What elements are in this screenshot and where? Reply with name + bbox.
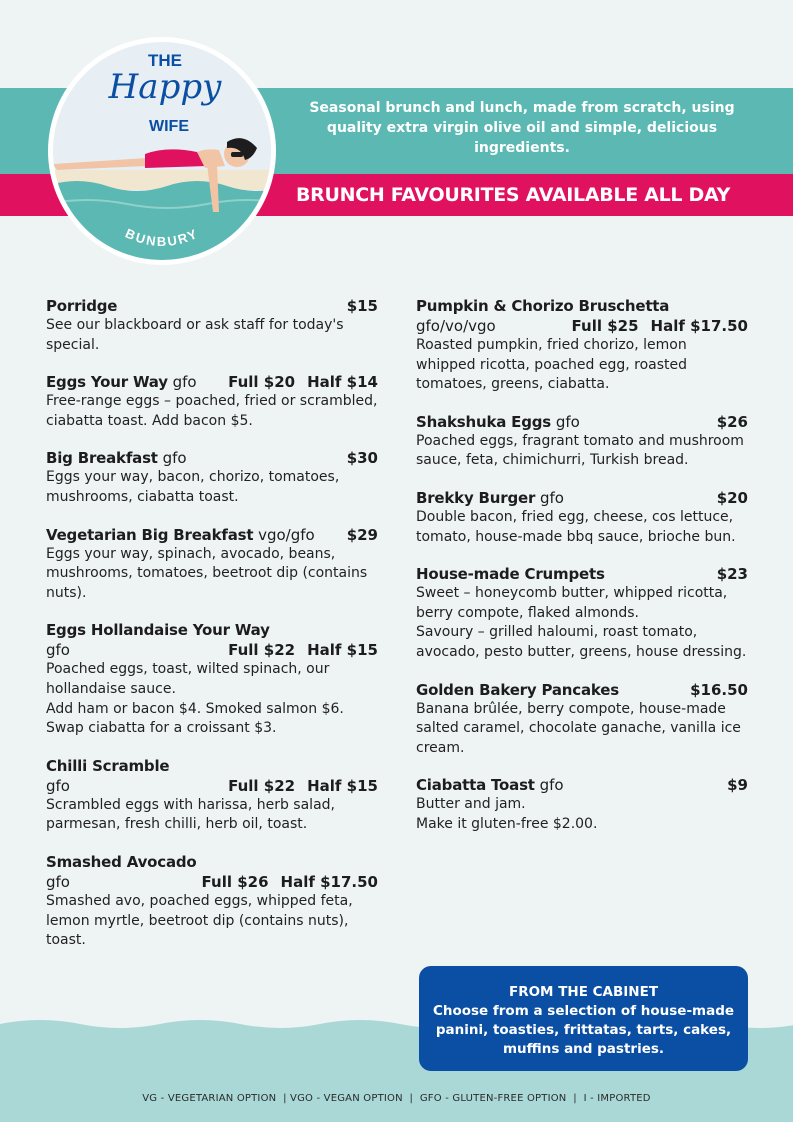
item-description: Sweet – honeycomb butter, whipped ricotta, berry compote, flaked almonds. <box>416 585 728 621</box>
menu-item <box>46 852 378 951</box>
item-name: Golden Bakery Pancakes <box>416 680 619 699</box>
menu-item <box>46 372 378 431</box>
item-dietary-tag: gfo <box>555 412 580 431</box>
item-description: Roasted pumpkin, fried chorizo, lemon whipped ricotta, poached egg, roasted tomatoes, greens, ciabatta. <box>416 337 688 393</box>
item-name: Pumpkin & Chorizo Bruschetta <box>416 297 670 315</box>
item-dietary-tag: gfo <box>46 776 70 795</box>
item-description: Eggs your way, bacon, chorizo, tomatoes, mushrooms, ciabatta toast. <box>46 469 340 505</box>
item-name: Eggs Hollandaise Your Way <box>46 621 270 640</box>
item-description: See our blackboard or ask staff for today's special. <box>46 317 344 353</box>
item-dietary-tag: gfo <box>172 373 197 392</box>
menu-column-left <box>46 296 378 968</box>
item-price: $16.50 <box>690 680 748 699</box>
banner-title: BRUNCH FAVOURITES AVAILABLE ALL DAY <box>296 184 731 206</box>
item-dietary-tag: vgo/gfo <box>258 525 315 544</box>
menu-column-right <box>416 296 748 852</box>
item-dietary-tag: gfo <box>162 449 187 468</box>
item-description: Savoury – grilled haloumi, roast tomato, avocado, pesto butter, greens, house dressing. <box>416 624 747 660</box>
item-description: Double bacon, fried egg, cheese, cos lettuce, tomato, house-made bbq sauce, brioche bun. <box>416 508 736 545</box>
item-name: Porridge <box>46 297 118 315</box>
item-price: Full $25 <box>571 317 639 335</box>
item-description: Scrambled eggs with harissa, herb salad, parmesan, fresh chilli, herb oil, toast. <box>46 796 335 833</box>
item-price: $15 <box>346 297 378 315</box>
item-dietary-tag: gfo <box>539 488 564 507</box>
menu-item <box>46 525 378 604</box>
item-price: Half $15 <box>307 641 378 660</box>
tagline: Seasonal brunch and lunch, made from scratch, using quality extra virgin olive oil and simple, delicious ingredients. <box>309 100 735 156</box>
item-description: Butter and jam. <box>416 796 526 813</box>
menu-item <box>46 448 378 507</box>
item-price: $9 <box>727 776 748 795</box>
item-dietary-tag: gfo <box>46 641 70 660</box>
item-description: Smashed avo, poached eggs, whipped feta, lemon myrtle, beetroot dip (contains nuts), toast. <box>46 892 353 949</box>
menu-item <box>46 620 378 738</box>
item-price: Full $26 <box>201 872 269 891</box>
item-name: Brekky Burger <box>416 488 536 507</box>
cabinet-text: Choose from a selection of house-made panini, toasties, frittatas, tarts, cakes, muffins and pastries. <box>432 1003 735 1057</box>
logo-location: BUNBURY <box>123 225 201 250</box>
item-description: Poached eggs, fragrant tomato and mushroom sauce, feta, chimichurri, Turkish bread. <box>416 432 744 469</box>
logo-badge <box>47 36 277 266</box>
item-name: Smashed Avocado <box>46 852 197 871</box>
item-name: House-made Crumpets <box>416 565 605 584</box>
menu-item <box>416 296 748 395</box>
item-dietary-tag: gfo/vo/vgo <box>416 317 496 335</box>
item-price: Half $17.50 <box>650 317 748 335</box>
menu-item <box>416 680 748 759</box>
item-name: Big Breakfast <box>46 449 158 468</box>
item-description: Banana brûlée, berry compote, house-made salted caramel, chocolate ganache, vanilla ice cream. <box>416 700 741 756</box>
menu-item <box>416 775 748 834</box>
item-price: $29 <box>346 525 378 544</box>
item-description: Make it gluten-free $2.00. <box>416 815 598 832</box>
menu-item <box>416 488 748 547</box>
logo-the: THE <box>148 51 182 70</box>
item-name: Ciabatta Toast <box>416 776 535 795</box>
item-description: Poached eggs, toast, wilted spinach, our hollandaise sauce. <box>46 661 330 697</box>
item-description: Eggs your way, spinach, avocado, beans, mushrooms, tomatoes, beetroot dip (contains nuts). <box>46 545 368 601</box>
item-name: Shakshuka Eggs <box>416 412 552 431</box>
item-name: Eggs Your Way <box>46 373 168 392</box>
cabinet-title: FROM THE CABINET <box>508 984 659 1000</box>
item-price: Half $15 <box>307 776 378 795</box>
item-price: $20 <box>716 488 748 507</box>
item-dietary-tag: gfo <box>539 776 564 795</box>
logo-wife: WIFE <box>149 118 189 135</box>
menu-item <box>416 412 748 471</box>
menu-item <box>46 756 378 835</box>
item-description: Add ham or bacon $4. Smoked salmon $6. <box>46 700 344 717</box>
item-name: Chilli Scramble <box>46 756 170 775</box>
item-description: Swap ciabatta for a croissant $3. <box>46 720 277 737</box>
logo-happy: Happy <box>108 67 222 107</box>
item-price: Full $20 <box>228 373 296 392</box>
item-name: Vegetarian Big Breakfast <box>46 525 254 544</box>
cabinet-box <box>419 966 748 1071</box>
item-price: Half $14 <box>307 373 378 392</box>
item-price: Full $22 <box>228 776 296 795</box>
menu-item <box>416 564 748 662</box>
item-price: $23 <box>716 565 748 584</box>
item-price: $30 <box>346 449 378 468</box>
menu-item <box>46 296 378 355</box>
item-price: Half $17.50 <box>280 872 378 891</box>
item-dietary-tag: gfo <box>46 872 70 891</box>
item-price: Full $22 <box>228 641 296 660</box>
item-price: $26 <box>716 412 748 431</box>
item-description: Free-range eggs – poached, fried or scrambled, ciabatta toast. Add bacon $5. <box>46 393 378 429</box>
footer-legend: VG - VEGETARIAN OPTION | VGO - VEGAN OPTION | GFO - GLUTEN-FREE OPTION | I - IMPORTED <box>142 1093 651 1104</box>
